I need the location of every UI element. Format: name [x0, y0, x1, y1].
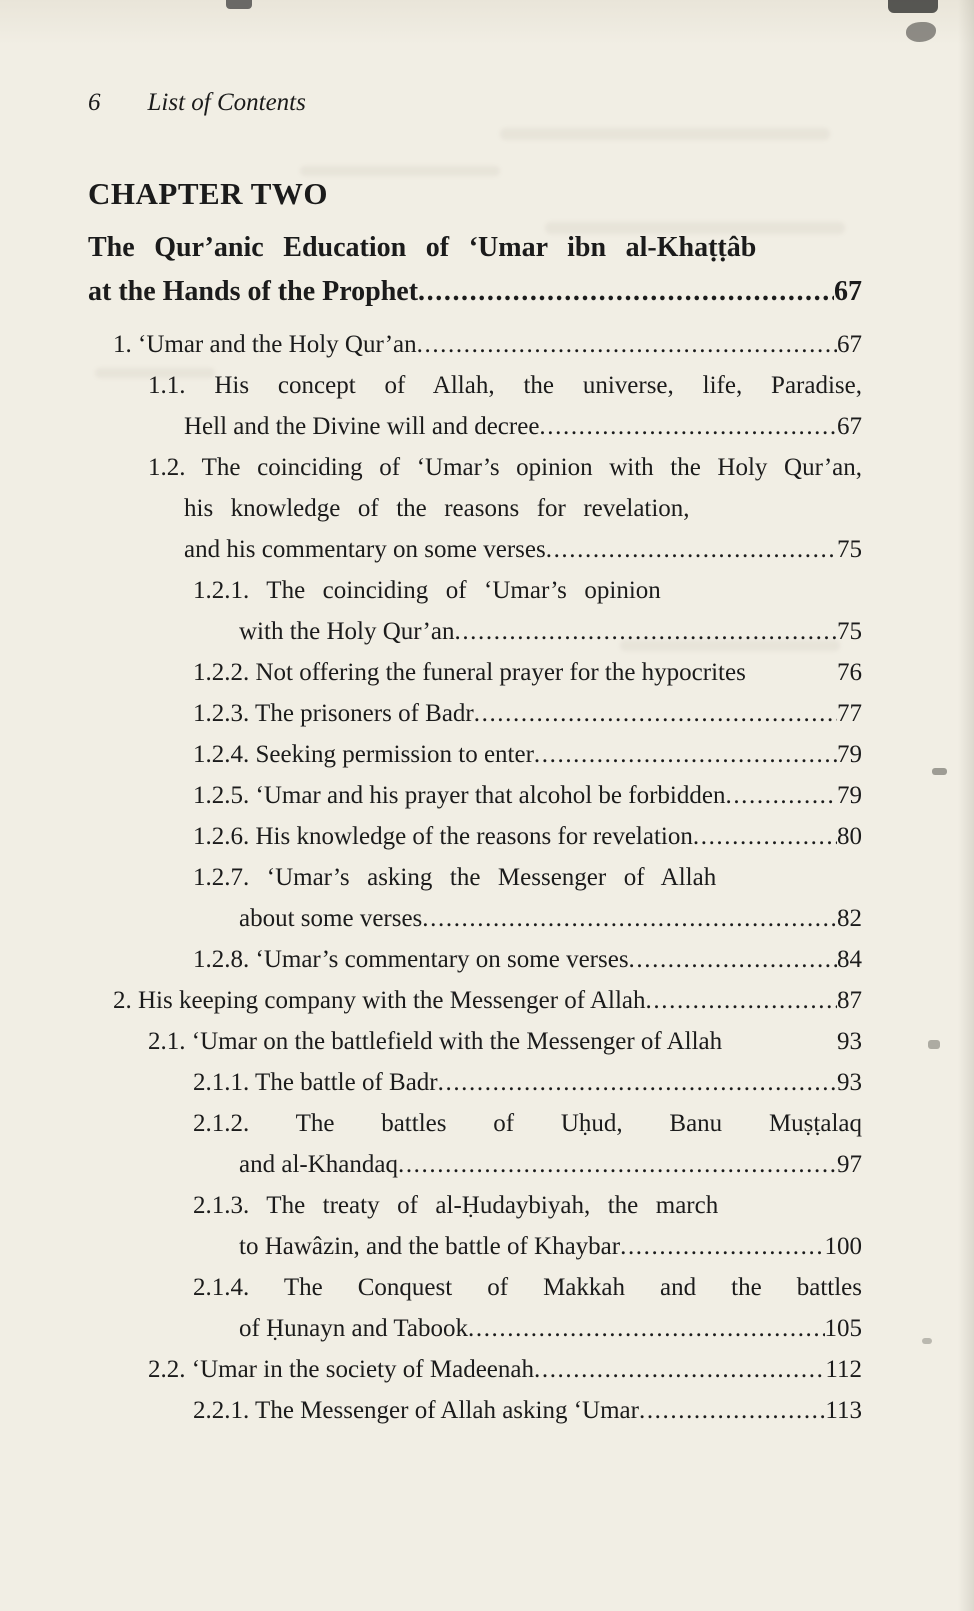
toc-page-number: 82: [837, 905, 862, 932]
scan-smudge: [906, 22, 936, 42]
toc-entry-text: The Qur’anic Education of ‘Umar ibn al-Khaṭṭâb: [88, 232, 757, 263]
toc-entry: [88, 980, 862, 1021]
toc-entry: [88, 1267, 862, 1349]
toc-entry-text: 1.2.8. ‘Umar’s commentary on some verses: [193, 946, 629, 973]
chapter-title: [88, 226, 862, 314]
scan-smudge: [932, 768, 947, 775]
toc-entry-text: of Ḥunayn and Tabook: [239, 1315, 468, 1342]
toc-page-number: 84: [837, 946, 862, 973]
toc-line: [193, 1226, 862, 1267]
toc-page-number: 67: [834, 276, 862, 307]
toc-entry: [88, 1021, 862, 1062]
toc-line: [193, 693, 862, 734]
toc-entry: [88, 1349, 862, 1390]
toc-page-number: 93: [837, 1028, 862, 1055]
toc-entry: [88, 857, 862, 939]
toc-entry-text: Hell and the Divine will and decree: [184, 413, 540, 440]
toc-entry-text: 1.2. The coinciding of ‘Umar’s opinion with the Holy Qur’an,: [148, 454, 862, 481]
toc-entry-text: 1.2.2. Not offering the funeral prayer for the hypocrites: [193, 659, 746, 686]
toc-line: [193, 734, 862, 775]
page-number: 6: [88, 89, 101, 116]
toc-entry-text: his knowledge of the reasons for revelation,: [184, 495, 690, 522]
toc-entry-text: 2.2. ‘Umar in the society of Madeenah: [148, 1356, 534, 1383]
toc-page-number: 105: [824, 1315, 862, 1342]
toc-entry-text: with the Holy Qur’an: [239, 618, 455, 645]
dot-leader: [629, 939, 837, 980]
toc-page-number: 76: [837, 659, 862, 686]
dot-leader: [693, 816, 837, 857]
toc-entry: [88, 1062, 862, 1103]
toc-page-number: 79: [837, 782, 862, 809]
toc-line: [148, 406, 862, 447]
bleed-through-mark: [620, 640, 840, 651]
dot-leader: [418, 270, 834, 314]
toc-entry: [88, 324, 862, 365]
toc-line: [148, 447, 862, 488]
bleed-through-mark: [545, 222, 845, 234]
toc-entry-text: at the Hands of the Prophet: [88, 276, 419, 307]
toc-entry: [88, 734, 862, 775]
toc-entry-text: 2.2.1. The Messenger of Allah asking ‘Umar: [193, 1397, 639, 1424]
toc-entry-text: 2.1.2. The battles of Uḥud, Banu Muṣṭalaq: [193, 1110, 862, 1137]
dot-leader: [422, 898, 837, 939]
toc-entry-text: 2.1. ‘Umar on the battlefield with the Messenger of Allah: [148, 1028, 723, 1055]
toc-line: [148, 1021, 862, 1062]
toc-page-number: 75: [837, 536, 862, 563]
toc-line: [193, 1062, 862, 1103]
toc-entry-text: 2. His keeping company with the Messenger of Allah: [113, 987, 646, 1014]
toc-entry: [88, 447, 862, 570]
scan-smudge: [922, 1338, 932, 1344]
toc-line: [148, 365, 862, 406]
toc-line: [193, 652, 862, 693]
dot-leader: [725, 775, 837, 816]
toc-entry-text: and al-Khandaq: [239, 1151, 398, 1178]
toc-entry: [88, 693, 862, 734]
toc-line: [193, 570, 862, 611]
scan-smudge: [226, 0, 252, 9]
toc-entry: [88, 816, 862, 857]
toc-entry: [88, 1103, 862, 1185]
toc-line: [193, 1308, 862, 1349]
toc-page-number: 79: [837, 741, 862, 768]
dot-leader: [438, 1062, 837, 1103]
dot-leader: [534, 1349, 825, 1390]
dot-leader: [539, 406, 837, 447]
toc-line: [88, 270, 862, 314]
toc-page-number: 75: [837, 618, 862, 645]
toc-page-number: 67: [837, 331, 862, 358]
toc-line: [148, 529, 862, 570]
toc-entry-text: 2.1.4. The Conquest of Makkah and the battles: [193, 1274, 862, 1301]
toc-line: [193, 1144, 862, 1185]
toc-line: [148, 1349, 862, 1390]
toc-page-number: 93: [837, 1069, 862, 1096]
running-header-title: List of Contents: [147, 89, 306, 116]
dot-leader: [620, 1226, 824, 1267]
toc-page-number: 67: [837, 413, 862, 440]
toc-line: [193, 857, 862, 898]
toc-entry-text: 1.2.3. The prisoners of Badr: [193, 700, 474, 727]
toc-entry-text: to Hawâzin, and the battle of Khaybar: [239, 1233, 621, 1260]
dot-leader: [417, 324, 837, 365]
toc-entry: [88, 1185, 862, 1267]
dot-leader: [468, 1308, 825, 1349]
toc-line: [113, 980, 862, 1021]
toc-line: [193, 1267, 862, 1308]
page-edge-shading: [958, 0, 974, 1611]
toc-line: [193, 939, 862, 980]
toc-line: [193, 816, 862, 857]
toc-line: [193, 1390, 862, 1431]
dot-leader: [546, 529, 837, 570]
toc-line: [193, 1185, 862, 1226]
bleed-through-mark: [95, 368, 215, 378]
toc-entry-text: 2.1.1. The battle of Badr: [193, 1069, 438, 1096]
toc-entry-text: 1.1. His concept of Allah, the universe, life, Paradise,: [148, 372, 862, 399]
toc-page-number: 112: [825, 1356, 862, 1383]
toc-page-number: 97: [837, 1151, 862, 1178]
toc-entry: [88, 939, 862, 980]
toc-entry-text: 1.2.7. ‘Umar’s asking the Messenger of Allah: [193, 864, 717, 891]
toc-entry: [88, 775, 862, 816]
scan-smudge: [928, 1040, 940, 1049]
bleed-through-mark: [500, 128, 830, 140]
toc-line: [193, 775, 862, 816]
dot-leader: [639, 1390, 825, 1431]
dot-leader: [398, 1144, 837, 1185]
toc-line: [148, 488, 862, 529]
toc-line: [193, 898, 862, 939]
toc-page-number: 100: [824, 1233, 862, 1260]
toc-line: [193, 1103, 862, 1144]
toc-entry: [88, 1390, 862, 1431]
dot-leader: [646, 980, 837, 1021]
running-header: [88, 88, 862, 118]
toc-entry-text: and his commentary on some verses: [184, 536, 546, 563]
toc-entry-text: 1.2.6. His knowledge of the reasons for revelation: [193, 823, 693, 850]
toc-entry-text: about some verses: [239, 905, 423, 932]
table-of-contents: [88, 324, 862, 1431]
dot-leader: [474, 693, 837, 734]
scan-smudge: [888, 0, 938, 13]
toc-page-number: 113: [825, 1397, 862, 1424]
dot-leader: [534, 734, 837, 775]
chapter-heading: CHAPTER TWO: [88, 176, 329, 211]
toc-entry: [88, 652, 862, 693]
toc-entry-text: 1. ‘Umar and the Holy Qur’an: [113, 331, 417, 358]
toc-entry-text: 1.2.1. The coinciding of ‘Umar’s opinion: [193, 577, 661, 604]
toc-page-number: 87: [837, 987, 862, 1014]
toc-entry-text: 1.2.5. ‘Umar and his prayer that alcohol be forbidden: [193, 782, 726, 809]
toc-entry-text: 1.2.4. Seeking permission to enter: [193, 741, 534, 768]
toc-page-number: 80: [837, 823, 862, 850]
toc-entry: [88, 226, 862, 314]
toc-entry-text: 2.1.3. The treaty of al-Ḥudaybiyah, the march: [193, 1192, 719, 1219]
bleed-through-mark: [300, 166, 500, 176]
toc-line: [113, 324, 862, 365]
toc-page-number: 77: [837, 700, 862, 727]
